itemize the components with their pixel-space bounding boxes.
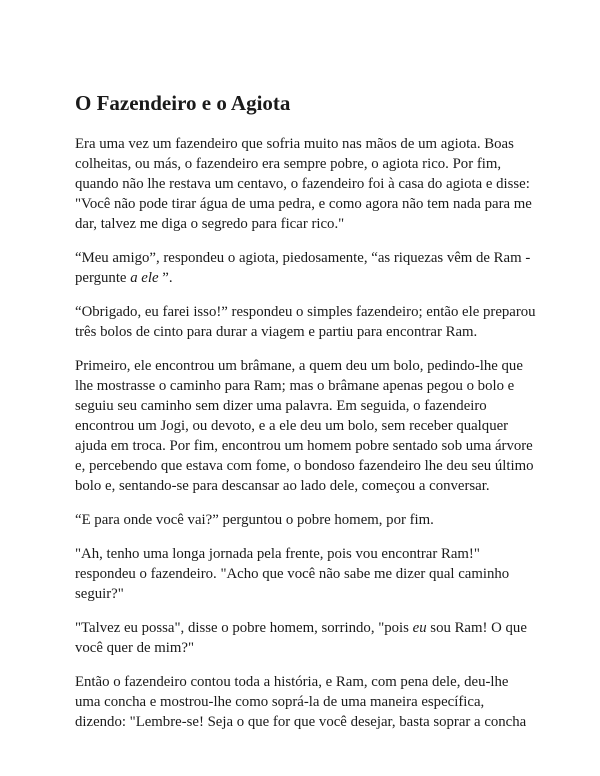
story-title: O Fazendeiro e o Agiota xyxy=(75,91,291,115)
document-page xyxy=(75,90,537,746)
paragraph-1: Era uma vez um fazendeiro que sofria muito nas mãos de um agiota. Boas colheitas, ou más, o fazendeiro era sempre pobre, o agiota rico. Por fim, quando não lhe restava um centavo, o fazendeiro foi à casa do agiota e disse: "Você não pode tirar água de uma pedra, e como agora não tem nada para me dar, talvez me diga o segredo para ficar rico." xyxy=(75,136,532,232)
paragraph-3: “Obrigado, eu farei isso!” respondeu o simples fazendeiro; então ele preparou três bolos de cinto para durar a viagem e partiu para encontrar Ram. xyxy=(75,304,536,340)
paragraph-6: "Ah, tenho uma longa jornada pela frente, pois vou encontrar Ram!" respondeu o fazendeiro. "Acho que você não sabe me dizer qual caminho seguir?" xyxy=(75,546,510,602)
paragraph-2 xyxy=(75,248,537,288)
paragraph-8: Então o fazendeiro contou toda a história, e Ram, com pena dele, deu-lhe uma concha e mostrou-lhe como soprá-la de uma maneira específica, dizendo: "Lembre-se! Seja o que for que você desejar, basta soprar a concha xyxy=(75,674,527,730)
paragraph-5: “E para onde você vai?” perguntou o pobre homem, por fim. xyxy=(75,512,434,528)
paragraph-7 xyxy=(75,618,537,658)
paragraph-4: Primeiro, ele encontrou um brâmane, a quem deu um bolo, pedindo-lhe que lhe mostrasse o caminho para Ram; mas o brâmane apenas pegou o bolo e seguiu seu caminho sem dizer uma palavra. Em seguida, o fazendeiro encontrou um Jogi, ou devoto, e a ele deu um bolo, sem receber qualquer ajuda em troca. Por fim, encontrou um homem pobre sentado sob uma árvore e, percebendo que estava com fome, o bondoso fazendeiro lhe deu seu último bolo e, sentando-se para descansar ao lado dele, começou a conversar. xyxy=(75,358,534,494)
paragraph-7-part-b: sou Ram! O que você quer de mim?" xyxy=(75,620,527,656)
paragraph-7-part-a: "Talvez eu possa", disse o pobre homem, sorrindo, "pois xyxy=(75,620,413,636)
paragraph-2-emphasis: a ele xyxy=(130,270,159,286)
paragraph-7-emphasis: eu xyxy=(412,620,427,636)
paragraph-2-part-b: ”. xyxy=(158,270,173,286)
paragraph-2-part-a: “Meu amigo”, respondeu o agiota, piedosamente, “as riquezas vêm de Ram - pergunte xyxy=(75,250,531,286)
